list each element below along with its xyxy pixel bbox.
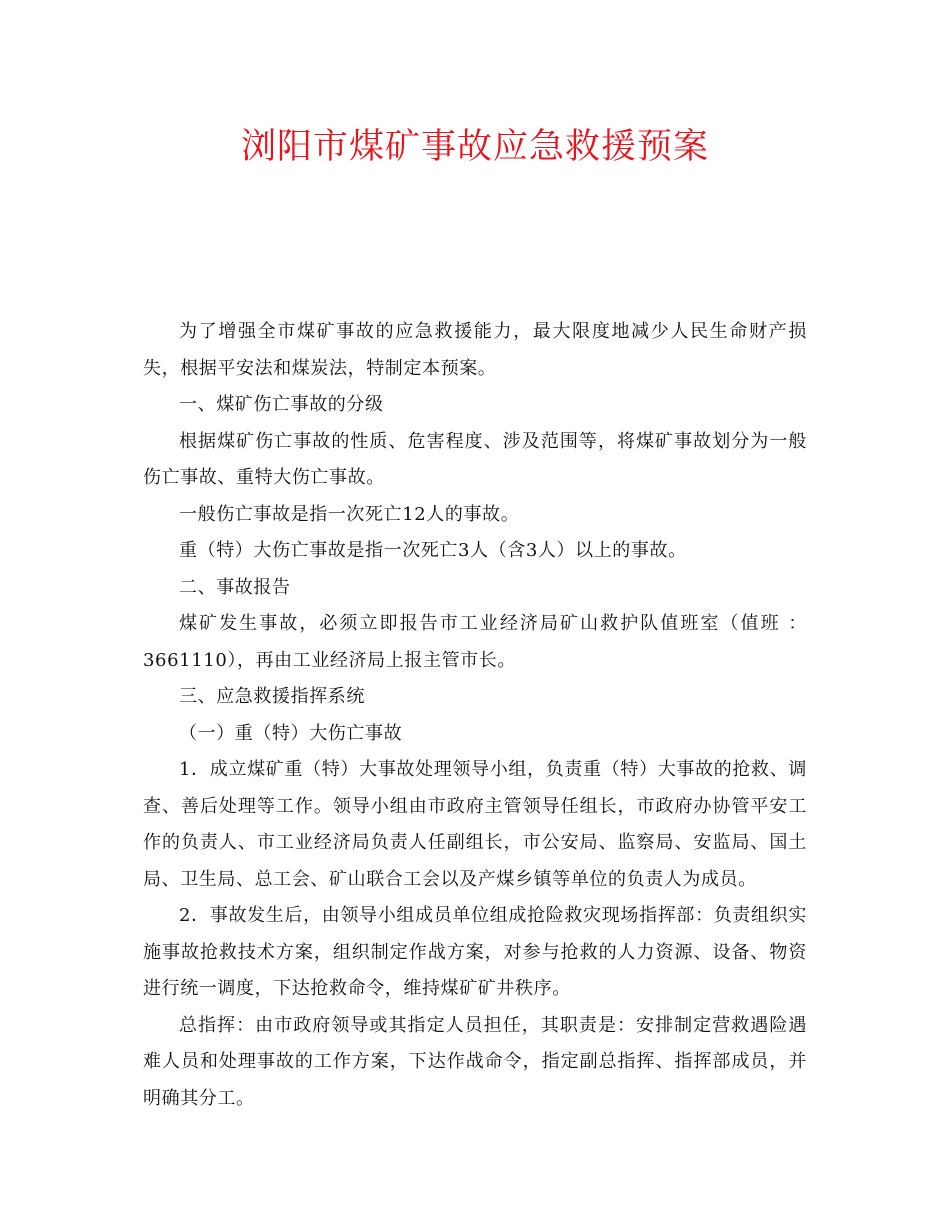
paragraph-classification: 根据煤矿伤亡事故的性质、危害程度、涉及范围等，将煤矿事故划分为一般伤亡事故、重特大伤亡事故。 — [143, 430, 807, 488]
paragraph-commander: 总指挥：由市政府领导或其指定人员担任，其职责是：安排制定营救遇险遇难人员和处理事故的工作方案，下达作战命令，指定副总指挥、指挥部成员，并明确其分工。 — [143, 1014, 807, 1109]
paragraph-report: 煤矿发生事故，必须立即报告市工业经济局矿山救护队值班室（值班 ：3661110），再由工业经济局上报主管市长。 — [143, 613, 807, 671]
document-title: 浏阳市煤矿事故应急救援预案 — [240, 127, 709, 167]
section-heading-2: 二、事故报告 — [179, 576, 291, 598]
paragraph-intro: 为了增强全市煤矿事故的应急救援能力，最大限度地减少人民生命财产损失，根据平安法和煤炭法，特制定本预案。 — [143, 321, 807, 379]
paragraph-major-accident: 重（特）大伤亡事故是指一次死亡3人（含3人）以上的事故。 — [179, 540, 687, 561]
document-body — [143, 314, 807, 1117]
section-heading-3: 三、应急救援指挥系统 — [179, 686, 365, 707]
paragraph-item-1: 1．成立煤矿重（特）大事故处理领导小组，负责重（特）大事故的抢救、调查、善后处理等工作。领导小组由市政府主管领导任组长，市政府办协管平安工作的负责人、市工业经济局负责人任副组长，市公安局、监察局、安监局、国土局、卫生局、总工会、矿山联合工会以及产煤乡镇等单位的负责人为成员。 — [143, 759, 807, 890]
section-heading-1: 一、煤矿伤亡事故的分级 — [179, 394, 384, 415]
paragraph-general-accident: 一般伤亡事故是指一次死亡12人的事故。 — [179, 503, 520, 525]
paragraph-item-2: 2．事故发生后，由领导小组成员单位组成抢险救灾现场指挥部：负责组织实施事故抢救技术方案，组织制定作战方案，对参与抢救的人力资源、设备、物资进行统一调度，下达抢救命令，维持煤矿矿井秩序。 — [143, 905, 807, 999]
subsection-heading-1: （一）重（特）大伤亡事故 — [179, 722, 403, 744]
